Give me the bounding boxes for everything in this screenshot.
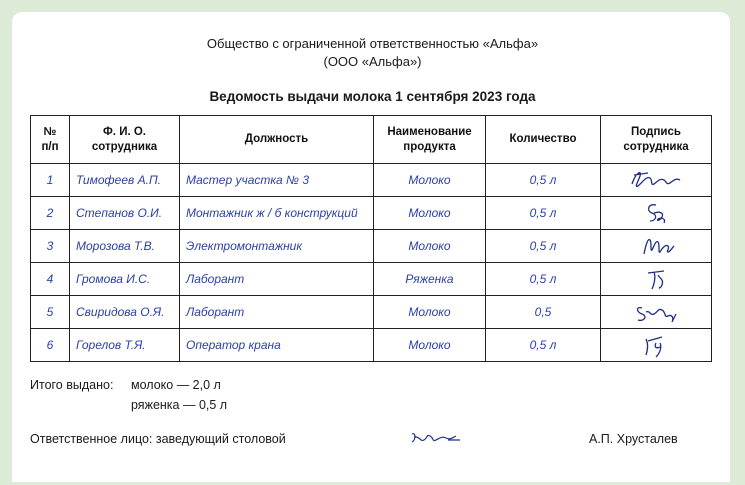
quantity: 0,5 л [486, 329, 601, 362]
responsible-signature [408, 428, 464, 448]
product-name: Молоко [374, 296, 486, 329]
header-product: Наименование продукта [374, 116, 486, 164]
product-name: Молоко [374, 164, 486, 197]
employee-signature [601, 197, 712, 230]
employee-position: Лаборант [180, 296, 374, 329]
quantity: 0,5 л [486, 197, 601, 230]
employee-position: Лаборант [180, 263, 374, 296]
employee-signature [601, 164, 712, 197]
product-name: Молоко [374, 197, 486, 230]
product-name: Молоко [374, 329, 486, 362]
quantity: 0,5 [486, 296, 601, 329]
issuance-table [30, 115, 712, 362]
header-fio: Ф. И. О. сотрудника [70, 116, 180, 164]
product-name: Молоко [374, 230, 486, 263]
employee-position: Монтажник ж / б конструкций [180, 197, 374, 230]
employee-position: Мастер участка № 3 [180, 164, 374, 197]
header-num: № п/п [31, 116, 70, 164]
table-row [31, 263, 712, 296]
header-position: Должность [180, 116, 374, 164]
row-number: 1 [31, 164, 70, 197]
header-signature: Подпись сотрудника [601, 116, 712, 164]
totals-ryazhenka: ряженка — 0,5 л [131, 398, 228, 412]
employee-name: Степанов О.И. [70, 197, 180, 230]
row-number: 4 [31, 263, 70, 296]
product-name: Ряженка [374, 263, 486, 296]
table-row [31, 329, 712, 362]
org-full-name: Общество с ограниченной ответственностью «Альфа» [206, 36, 539, 51]
row-number: 2 [31, 197, 70, 230]
employee-name: Свиридова О.Я. [70, 296, 180, 329]
employee-signature [601, 296, 712, 329]
employee-name: Громова И.С. [70, 263, 180, 296]
row-number: 6 [31, 329, 70, 362]
row-number: 5 [31, 296, 70, 329]
employee-signature [601, 329, 712, 362]
employee-position: Электромонтажник [180, 230, 374, 263]
org-short-name: (ООО «Альфа») [323, 54, 422, 69]
responsible-person-name: А.П. Хрусталев [589, 432, 678, 446]
quantity: 0,5 л [486, 263, 601, 296]
table-row [31, 197, 712, 230]
employee-name: Морозова Т.В. [70, 230, 180, 263]
quantity: 0,5 л [486, 164, 601, 197]
employee-signature [601, 230, 712, 263]
employee-signature [601, 263, 712, 296]
document-title: Ведомость выдачи молока 1 сентября 2023 года [209, 89, 536, 104]
table-header-row [31, 116, 712, 164]
row-number: 3 [31, 230, 70, 263]
quantity: 0,5 л [486, 230, 601, 263]
table-row [31, 164, 712, 197]
totals-milk: молоко — 2,0 л [131, 378, 221, 392]
table-row [31, 296, 712, 329]
header-quantity: Количество [486, 116, 601, 164]
responsible-person-label: Ответственное лицо: заведующий столовой [30, 432, 286, 446]
employee-position: Оператор крана [180, 329, 374, 362]
employee-name: Горелов Т.Я. [70, 329, 180, 362]
employee-name: Тимофеев А.П. [70, 164, 180, 197]
table-row [31, 230, 712, 263]
totals-label: Итого выдано: [30, 378, 114, 392]
